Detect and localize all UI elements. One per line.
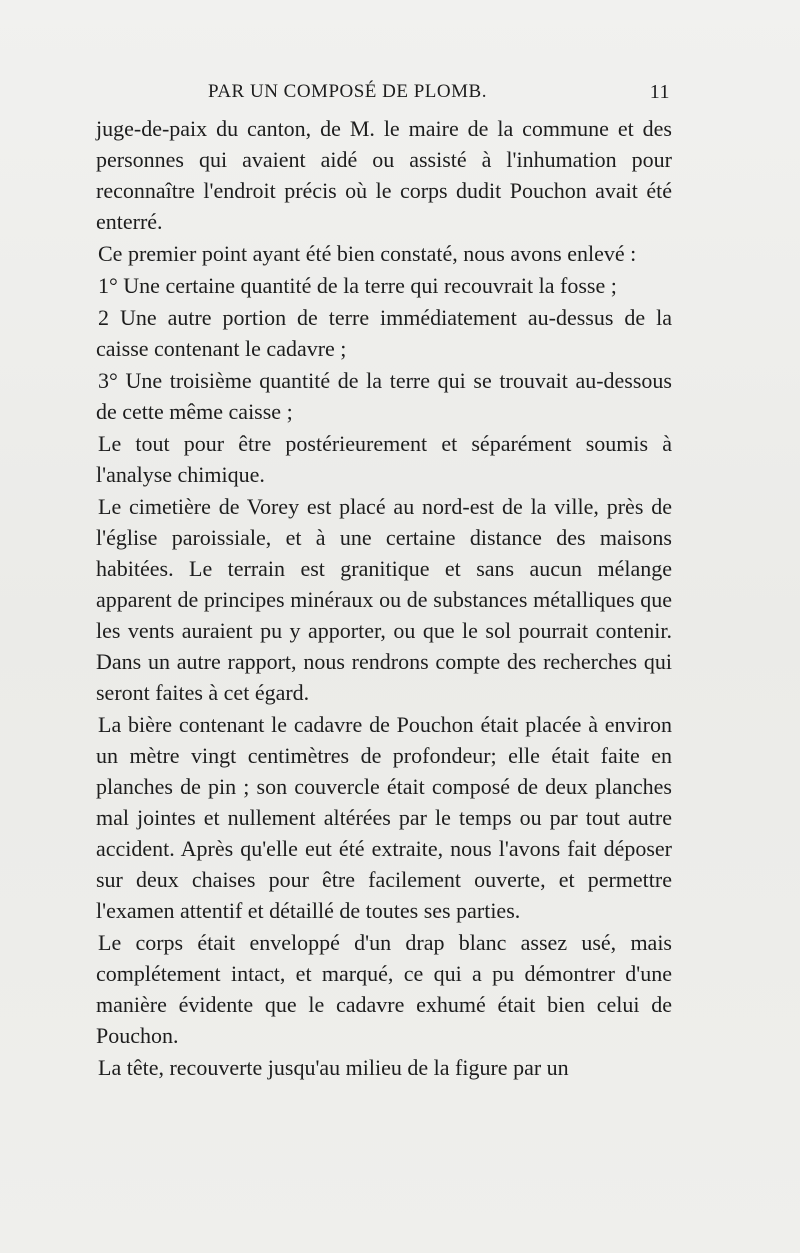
paragraph-continuation: juge-de-paix du canton, de M. le maire de la commune et des personnes qui avaient aidé ou assisté à l'inhumation pour reconnaître l'endroit précis où le corps dudit Pouchon avait été enterré. (96, 116, 672, 234)
list-item-2: 2 Une autre portion de terre immédiatement au-dessus de la caisse contenant le cadavre ; (96, 305, 672, 361)
paragraph-analyse: Le tout pour être postérieurement et séparément soumis à l'analyse chimique. (96, 431, 672, 487)
list-item-1: 1° Une certaine quantité de la terre qui recouvrait la fosse ; (98, 273, 617, 298)
body-text (96, 113, 672, 1084)
list-item-3: 3° Une troisième quantité de la terre qui se trouvait au-dessous de cette même caisse ; (96, 368, 672, 424)
page-number: 11 (649, 81, 670, 103)
paragraph-corps: Le corps était enveloppé d'un drap blanc assez usé, mais complétement intact, et marqué, ce qui a pu démontrer d'une manière évidente que le cadavre exhumé était bien celui de Pouchon. (96, 930, 672, 1048)
running-header (96, 76, 672, 106)
paragraph-tete: La tête, recouverte jusqu'au milieu de la figure par un (98, 1055, 569, 1080)
paragraph-point-constate: Ce premier point ayant été bien constaté, nous avons enlevé : (98, 241, 637, 266)
paragraph-biere: La bière contenant le cadavre de Pouchon était placée à environ un mètre vingt centimètres de profondeur; elle était faite en planches de pin ; son couvercle était composé de deux planches mal jointes et nullement altérées par le temps ou par tout autre accident. Après qu'elle eut été extraite, nous l'avons fait déposer sur deux chaises pour être facilement ouverte, et permettre l'examen attentif et détaillé de toutes ses parties. (96, 712, 672, 923)
paragraph-cimetiere: Le cimetière de Vorey est placé au nord-est de la ville, près de l'église paroissiale, et à une certaine distance des maisons habitées. Le terrain est granitique et sans aucun mélange apparent de principes minéraux ou de substances métalliques que les vents auraient pu y apporter, ou que le sol pourrait contenir. Dans un autre rapport, nous rendrons compte des recherches qui seront faites à cet égard. (96, 494, 672, 705)
running-title: PAR UN COMPOSÉ DE PLOMB. (208, 81, 487, 102)
